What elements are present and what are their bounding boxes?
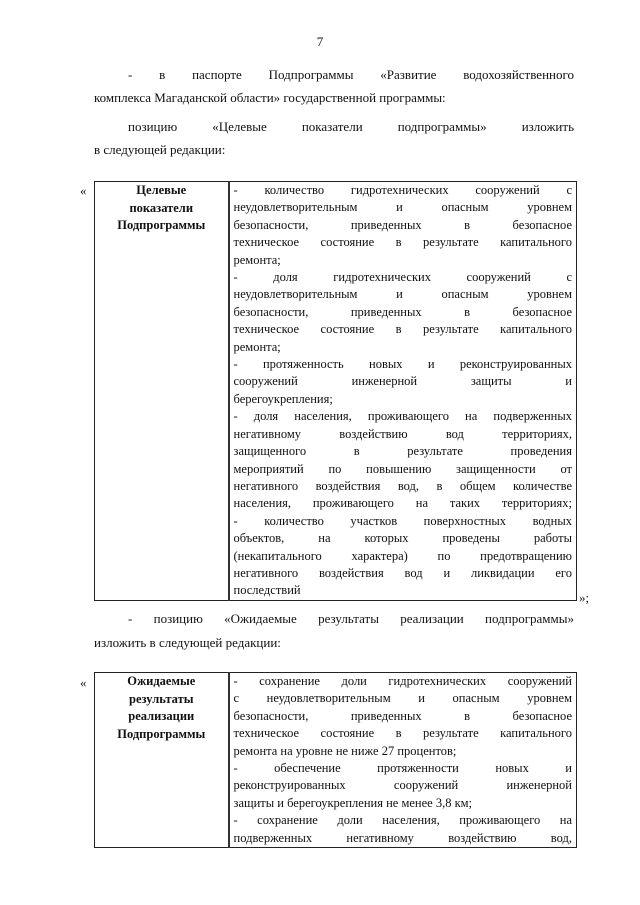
table-expected-results (94, 672, 577, 848)
table1-line: неудовлетворительным и опасным уровнем (233, 287, 572, 302)
intro-line-4: в следующей редакции: (94, 142, 226, 157)
table2-header-line: реализации (128, 709, 195, 723)
table1-line: последствий (233, 583, 301, 598)
table1-line: техническое состояние в результате капитального (233, 235, 572, 250)
table1-line: техническое состояние в результате капитального (233, 322, 572, 337)
table1-line: безопасности, приведенных в безопасное (233, 304, 572, 319)
page-number: 7 (316, 34, 324, 49)
table2-line: - сохранение доли гидротехнических сооружений (233, 674, 572, 688)
middle-line-1: - позицию «Ожидаемые результаты реализации подпрограммы» (128, 611, 574, 626)
table1-line: - количество гидротехнических сооружений с (233, 183, 572, 197)
table2-line: защиты и берегоукрепления не менее 3,8 км; (233, 795, 473, 810)
table2-line: - сохранение доли населения, проживающего на (233, 813, 572, 828)
table2-header-cell (95, 673, 229, 848)
table1-content-cell (229, 182, 577, 601)
table2-line: - обеспечение протяженности новых и (233, 761, 572, 776)
table1-line: сооружений инженерной защиты и (233, 374, 572, 389)
table1-line: - доля населения, проживающего на подверженных (233, 409, 572, 424)
table1-line: населения, проживающего на таких территориях; (233, 496, 572, 511)
table1-line: ремонта; (233, 339, 281, 354)
table1-line: (некапитального характера) по предотвращению (233, 548, 572, 563)
open-quote-1: « (80, 183, 87, 198)
intro-line-1: - в паспорте Подпрограммы «Развитие водохозяйственного (128, 67, 574, 82)
table2-line: безопасности, приведенных в безопасное (233, 708, 572, 723)
table1-header-line: Целевые (136, 183, 187, 197)
table1-header-cell (95, 182, 229, 601)
table1-header-line: показатели (129, 200, 194, 215)
table1-line: негативному воздействию вод территориях, (233, 426, 572, 441)
table1-line: неудовлетворительным и опасным уровнем (233, 200, 572, 215)
open-quote-2: « (80, 675, 87, 690)
table1-line: ремонта; (233, 252, 281, 267)
table2-line: ремонта на уровне не ниже 27 процентов; (233, 743, 457, 758)
table1-line: негативного воздействия вод и ликвидации его (233, 565, 572, 580)
table1-line: - количество участков поверхностных водных (233, 513, 572, 528)
middle-line-2: изложить в следующей редакции: (94, 635, 281, 650)
table1-line: безопасности, приведенных в безопасное (233, 217, 572, 232)
table2-header-line: Подпрограммы (117, 726, 206, 741)
table1-line: мероприятий по повышению защищенности от (233, 461, 572, 476)
table1-line: - протяженность новых и реконструированных (233, 357, 572, 372)
close-quote-1: »; (579, 590, 590, 605)
table-target-indicators (94, 181, 577, 601)
table2-header-line: Ожидаемые (127, 674, 196, 688)
table2-line: техническое состояние в результате капитального (233, 726, 572, 741)
table2-line: реконструированных сооружений инженерной (233, 778, 572, 793)
table2-header-line: результаты (129, 691, 194, 706)
intro-line-3: позицию «Целевые показатели подпрограммы» изложить (128, 119, 574, 134)
table1-line: объектов, на которых проведены работы (233, 531, 572, 546)
table1-header-line: Подпрограммы (117, 218, 206, 232)
table1-line: берегоукрепления; (233, 391, 333, 406)
table1-line: защищенного в результате проведения (233, 444, 572, 459)
table1-line: негативного воздействия вод, в общем количестве (233, 478, 572, 493)
intro-line-2: комплекса Магаданской области» государственной программы: (94, 90, 446, 105)
table2-content-cell (229, 673, 577, 848)
table2-line: подверженных негативному воздействию вод, (233, 830, 572, 845)
table1-line: - доля гидротехнических сооружений с (233, 270, 572, 285)
table2-line: с неудовлетворительным и опасным уровнем (233, 691, 572, 706)
